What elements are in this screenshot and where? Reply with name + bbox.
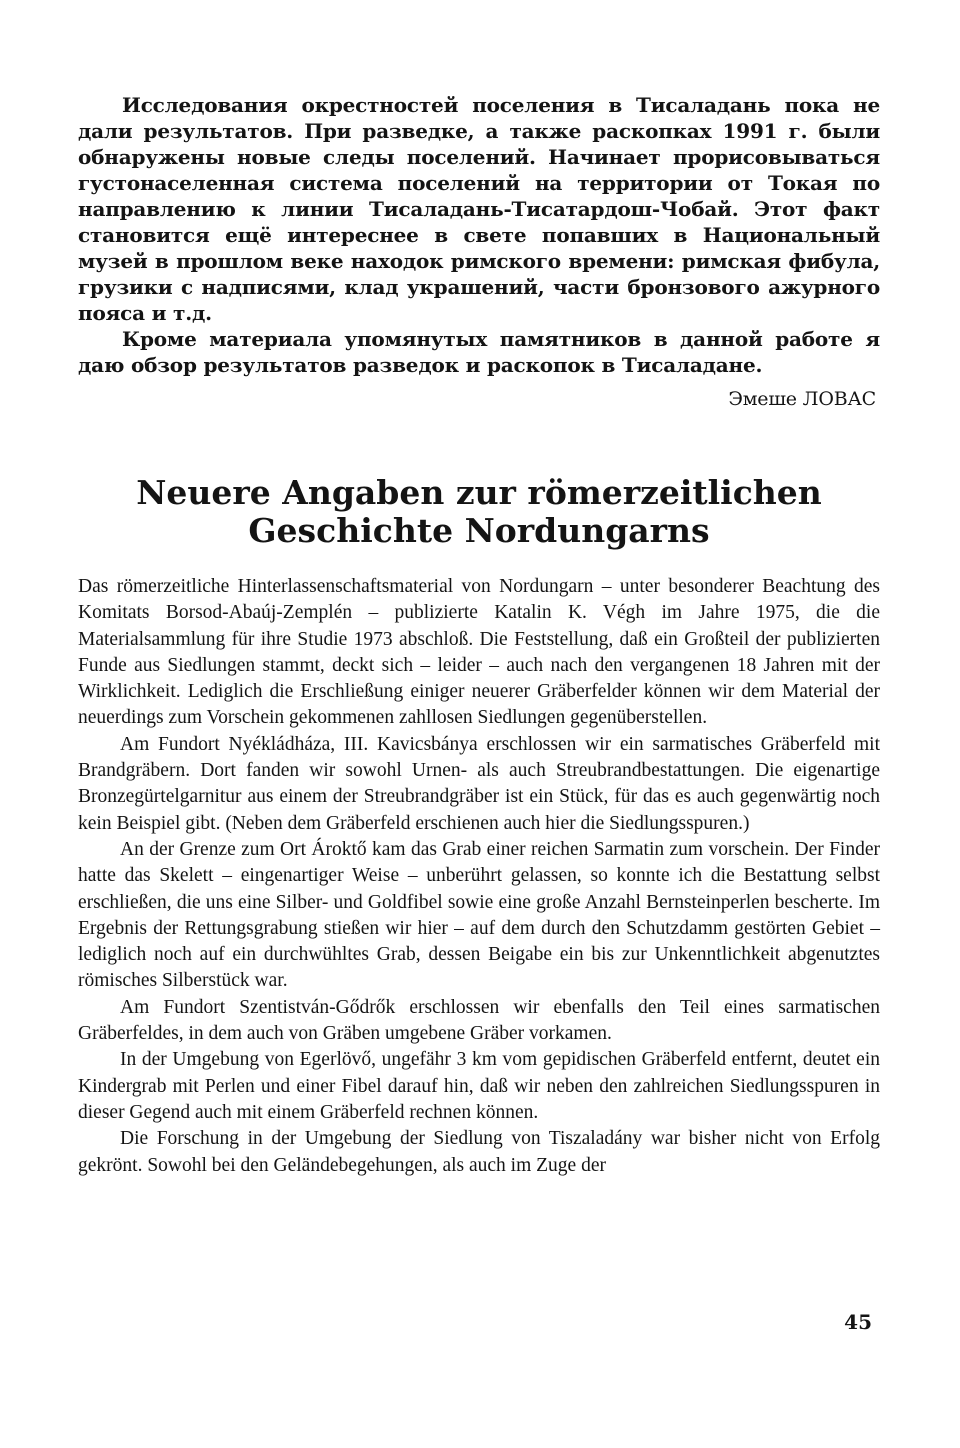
author-name: Эмеше ЛОВАС xyxy=(728,388,876,410)
german-paragraph: Das römerzeitliche Hinterlassenschaftsmaterial von Nordungarn – unter besonderer Beachtung des Komitats Borsod-Abaúj-Zemplén – publizierte Katalin K. Végh im Jahre 1975, die die Materialsammlung für ihre Studie 1973 abschloß. Die Feststellung, daß ein Großteil der publizierten Funde aus Siedlungen stammt, deckt sich – leider – auch nach den vergangenen 18 Jahren mit der Wirklichkeit. Lediglich die Erschließung einiger neuerer Gräberfelder können wir dem Material der neuerdings zum Vorschein gekommenen zahllosen Siedlungen gegenüberstellen. xyxy=(78,576,880,729)
russian-paragraph: Кроме материала упомянутых памятников в данной работе я даю обзор результатов разведок и раскопок в Тисаладане. xyxy=(78,327,880,377)
russian-paragraphs xyxy=(78,92,880,378)
russian-section xyxy=(78,92,880,412)
russian-paragraph: Исследования окрестностей поселения в Тисаладань пока не дали результатов. При разведке, а также раскопках 1991 г. были обнаружены новые следы поселений. Начинает прорисовываться густонаселенная система поселений на территории от Токая по направлению к линии Тисаладань-Тисатардош-Чобай. Этот факт становится ещё интереснее в свете попавших в Национальный музей в прошлом веке находок римского времени: римская фибула, грузики с надписями, клад украшений, части бронзового ажурного пояса и т.д. xyxy=(78,93,880,325)
german-body xyxy=(78,574,880,1179)
german-paragraph: In der Umgebung von Egerlövő, ungefähr 3 km vom gepidischen Gräberfeld entfernt, deutet ein Kindergrab mit Perlen und einer Fibel darauf hin, daß wir neben den zahlreichen Siedlungsspuren in dieser Gegend auch mit einem Gräberfeld rechnen können. xyxy=(78,1049,880,1123)
article-title xyxy=(78,474,880,550)
page-number: 45 xyxy=(844,1310,872,1334)
article-title-line: Geschichte Nordungarns xyxy=(248,511,710,550)
german-paragraph: Die Forschung in der Umgebung der Siedlung von Tiszaladány war bisher nicht von Erfolg gekrönt. Sowohl bei den Geländebegehungen, als auch im Zuge der xyxy=(78,1128,880,1176)
german-paragraph: Am Fundort Nyékládháza, III. Kavicsbánya erschlossen wir ein sarmatisches Gräberfeld mit Brandgräbern. Dort fanden wir sowohl Urnen- als auch Streubrandbestattungen. Die eigenartige Bronzegürtelgarnitur aus einem der Streubrandgräber ist ein Stück, für das es auch gegenwärtig noch kein Beispiel gibt. (Neben dem Gräberfeld erschienen auch hier die Siedlungsspuren.) xyxy=(78,733,880,834)
german-paragraph: Am Fundort Szentistván-Gődrők erschlossen wir ebenfalls den Teil eines sarmatischen Gräberfeldes, in dem auch von Gräben umgebene Gräber vorkamen. xyxy=(78,996,880,1045)
article-title-line: Neuere Angaben zur römerzeitlichen xyxy=(136,473,822,512)
german-paragraph: An der Grenze zum Ort Ároktő kam das Grab einer reichen Sarmatin zum vorschein. Der Finder hatte das Skelett – eingenartiger Weise – unberührt gelassen, so konnte ich die Bestattung selbst erschließen, die uns eine Silber- und Goldfibel sowie eine große Anzahl Bernsteinperlen bescherte. Im Ergebnis der Rettungsgrabung stießen wir hier – auf dem durch den Schutzdamm gestörten Gebiet – lediglich noch auf ein durchwühltes Grab, dessen Beigabe ein bis zur Unkenntlichkeit abgenutztes römisches Silberstück war. xyxy=(78,838,880,992)
